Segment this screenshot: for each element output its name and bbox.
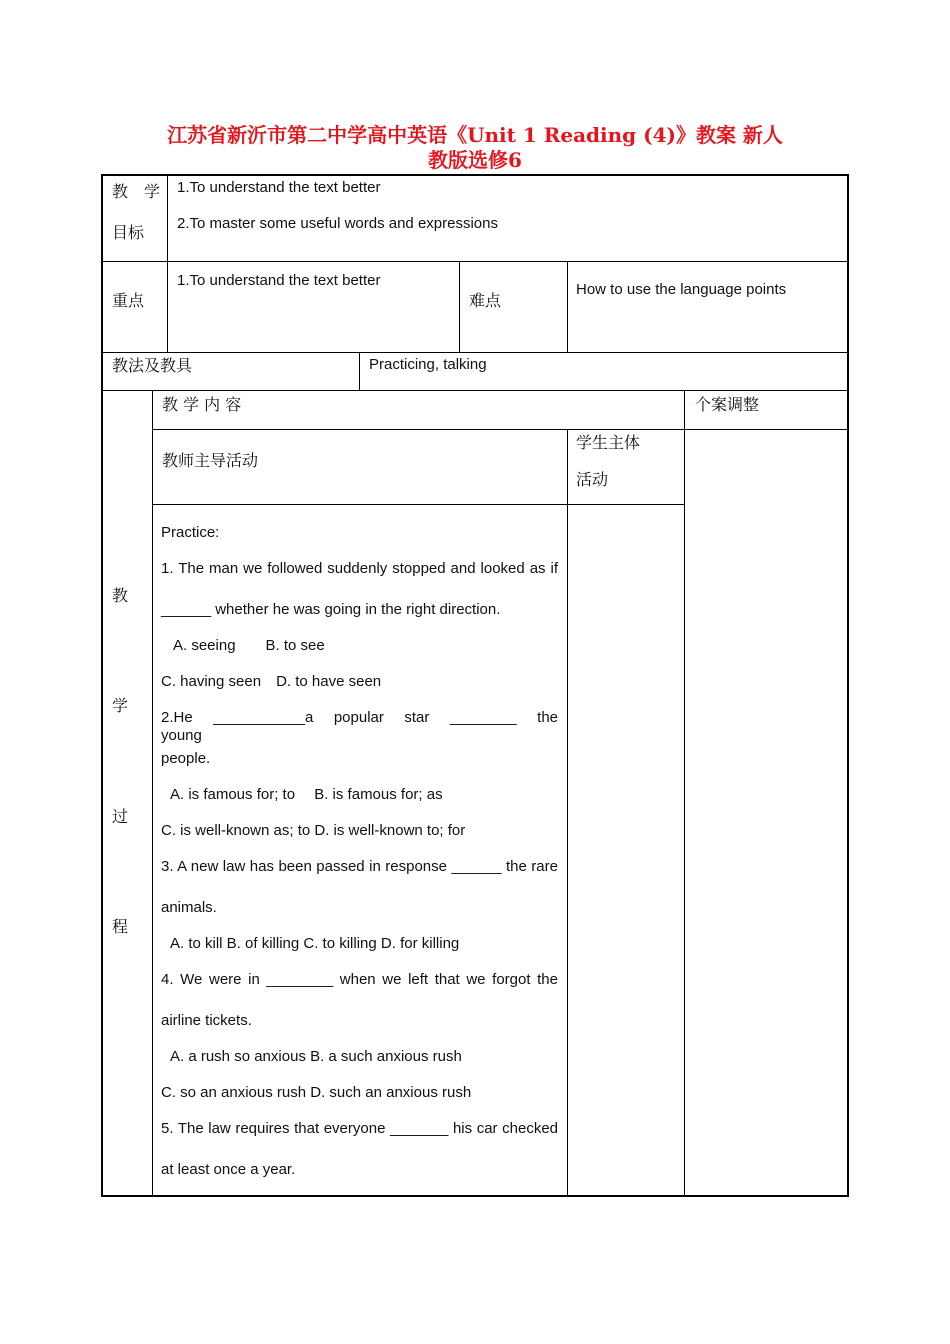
content-header: 教 学 内 容: [162, 395, 242, 414]
process-side-char: 学: [112, 696, 129, 715]
teacher-header: 教师主导活动: [162, 451, 259, 470]
method-value: Practicing, talking: [369, 356, 487, 373]
question-1-options-ab: A. seeing B. to see: [173, 637, 325, 654]
question-2-options-cd: C. is well-known as; to D. is well-known to; for: [161, 822, 466, 839]
col-divider: [684, 390, 685, 1196]
col-divider: [567, 429, 568, 1196]
question-1-line-1: 1. The man we followed suddenly stopped and looked as if: [161, 560, 558, 577]
difficulty-label: 难点: [469, 291, 502, 310]
focus-value: 1.To understand the text better: [177, 272, 381, 289]
question-5-line-2: at least once a year.: [161, 1161, 296, 1178]
col-divider: [167, 175, 168, 352]
goal-label-bottom: 目标: [112, 223, 145, 242]
question-2-line-1: 2.He ___________a popular star ________ the young: [161, 709, 558, 744]
question-4-options-ab: A. a rush so anxious B. a such anxious rush: [170, 1048, 462, 1065]
title-line-1: 江苏省新沂市第二中学高中英语《Unit 1 Reading (4)》教案 新人: [167, 123, 783, 147]
question-4-line-2: airline tickets.: [161, 1012, 252, 1029]
question-3-options: A. to kill B. of killing C. to killing D. for killing: [170, 935, 460, 952]
student-header-line-2: 活动: [576, 470, 609, 489]
col-divider: [567, 261, 568, 352]
adjust-header: 个案调整: [695, 395, 760, 414]
question-2-options-ab: A. is famous for; to B. is famous for; as: [170, 786, 443, 803]
title-line-2: 教版选修6: [428, 148, 522, 172]
col-divider: [459, 261, 460, 352]
question-3-line-2: animals.: [161, 899, 217, 916]
table-border-top: [101, 174, 849, 176]
process-side-char: 程: [112, 917, 129, 936]
goal-item-1: 1.To understand the text better: [177, 179, 381, 196]
table-border-left: [101, 174, 103, 1197]
goal-item-2: 2.To master some useful words and expressions: [177, 215, 498, 232]
question-1-options-cd: C. having seen D. to have seen: [161, 673, 382, 690]
question-5-line-1: 5. The law requires that everyone _______ his car checked: [161, 1120, 558, 1137]
method-label: 教法及教具: [112, 356, 193, 375]
col-divider: [359, 352, 360, 390]
row-divider: [101, 261, 849, 262]
col-divider: [152, 390, 153, 1196]
difficulty-value: How to use the language points: [576, 281, 787, 298]
question-2-line-2: people.: [161, 750, 211, 767]
question-4-options-cd: C. so an anxious rush D. such an anxious rush: [161, 1084, 472, 1101]
row-divider: [101, 352, 849, 353]
question-4-line-1: 4. We were in ________ when we left that we forgot the: [161, 971, 558, 988]
question-3-line-1: 3. A new law has been passed in response ______ the rare: [161, 858, 558, 875]
process-side-char: 过: [112, 807, 129, 826]
question-1-line-2: ______ whether he was going in the right direction.: [161, 601, 501, 618]
student-header-line-1: 学生主体: [576, 433, 641, 452]
table-border-right: [847, 174, 849, 1197]
row-divider: [152, 504, 685, 505]
table-border-bottom: [101, 1195, 849, 1197]
focus-label: 重点: [112, 291, 145, 310]
document-title: [100, 123, 850, 173]
practice-heading: Practice:: [161, 524, 220, 541]
process-side-char: 教: [112, 586, 129, 605]
row-divider: [101, 390, 849, 391]
row-divider: [152, 429, 849, 430]
goal-label-top: 教 学: [112, 182, 161, 201]
